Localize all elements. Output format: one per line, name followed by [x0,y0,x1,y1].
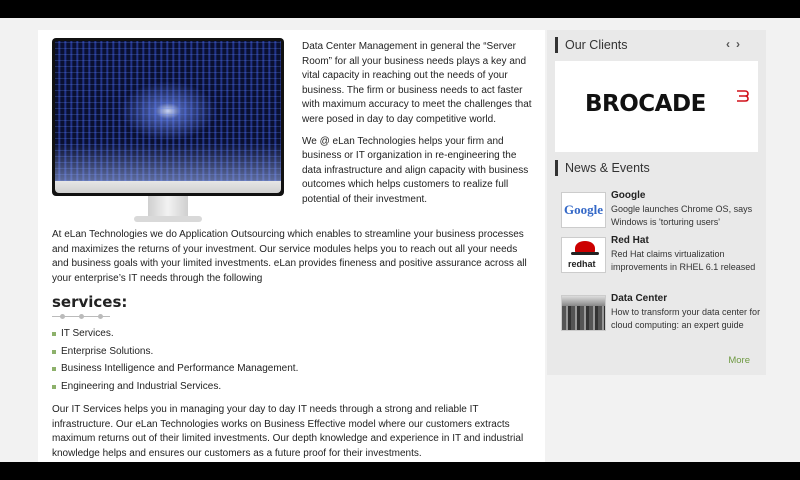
redhat-thumb-text: redhat [568,259,596,269]
news-title[interactable]: Red Hat [611,235,649,246]
news-description: Google launches Chrome OS, says Windows is 'torturing users' [611,204,753,227]
main-content [38,30,545,462]
client-logo-box[interactable] [555,61,758,152]
services-list [52,327,298,397]
google-logo-icon [561,192,606,228]
news-title[interactable]: Google [611,190,646,201]
data-center-monitor-image [52,38,284,224]
sidebar [547,30,766,375]
heading-divider [52,314,110,320]
server-racks-icon [561,295,606,331]
service-item: IT Services. [52,327,298,345]
it-services-paragraph: Our IT Services helps you in managing your day to day IT needs through a strong and reliable IT infrastructure. Our eLan Technologies works on Business Effective model where our customers extracts maximum returns out of their limited investments. Our depth knowledge and experience in IT and industrial knowledge helps and ensures our customers as a future proof for their investments. [52,404,524,459]
google-thumb-text: Google [564,202,603,217]
service-item: Enterprise Solutions. [52,345,298,363]
brocade-logo: BROCADE [585,91,706,117]
next-arrow-icon[interactable]: › [736,37,746,51]
intro-paragraph-1: Data Center Management in general the “Server Room” for all your business needs plays a key and vital capacity in reaching out the needs of your business. The firm or business needs to act faster with maximum accuracy to meet the challenges that were posed in day to day competitive world. [302,41,532,125]
news-title[interactable]: Data Center [611,293,668,304]
news-description: Red Hat claims virtualization improvements in RHEL 6.1 released [611,249,756,272]
intro-text [302,40,538,215]
carousel-controls [726,37,746,51]
service-item: Business Intelligence and Performance Management. [52,362,298,380]
news-heading: News & Events [555,160,650,176]
top-black-bar [0,0,800,18]
news-description: How to transform your data center for cloud computing: an expert guide [611,307,761,330]
service-item: Engineering and Industrial Services. [52,380,298,398]
bottom-black-bar [0,462,800,480]
redhat-logo-icon [561,237,606,273]
prev-arrow-icon[interactable]: ‹ [726,37,736,51]
outsourcing-paragraph: At eLan Technologies we do Application Outsourcing which enables to streamline your business processes and maximizes the returns of your investment. Our service modules helps you to reach out all your needs and business goals with your limited investments. eLan provides fineness and positive assurance across all your enterprise’s IT needs through the following [52,229,527,284]
more-link[interactable]: More [728,355,750,366]
services-heading: services: [52,293,128,311]
intro-paragraph-2: We @ eLan Technologies helps your firm and business or IT organization in re-engineering the data infrastructure and align capacity with business outcomes which helps customers to realize full potential of their investment. [302,135,529,205]
brocade-mark-icon [735,89,749,103]
clients-heading: Our Clients [555,37,628,53]
